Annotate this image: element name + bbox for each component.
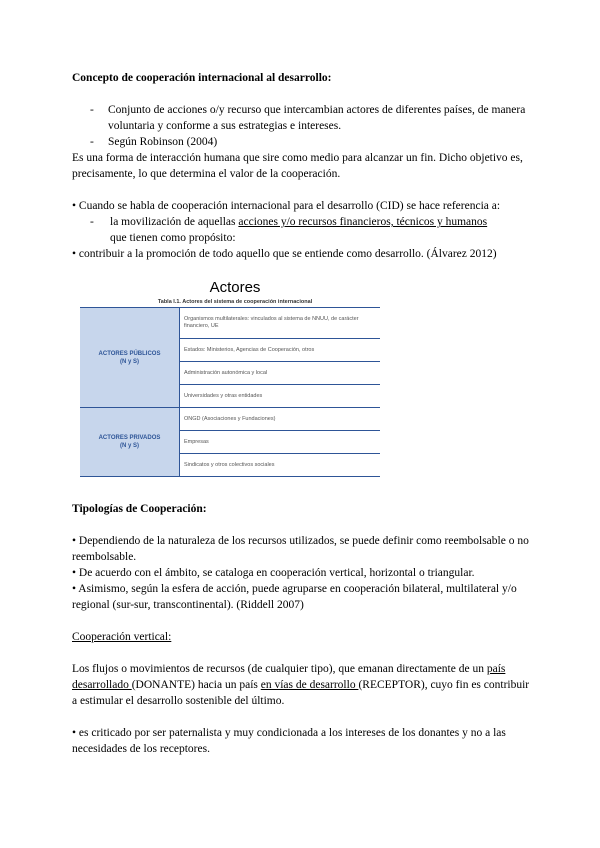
category-sub: (N y S) <box>119 443 139 449</box>
dash-bullet: - <box>90 104 94 116</box>
actors-figure <box>80 298 390 485</box>
dash-bullet: - <box>90 136 94 148</box>
vertical-text: (DONANTE) hacia un país <box>131 679 261 691</box>
list-item <box>72 102 532 134</box>
developing-country-underlined: en vías de desarrollo <box>260 679 359 691</box>
table-cell: Organismos multilaterales: vinculados al sistema de NNUU, de carácter financiero, UE <box>180 308 381 339</box>
cid-end: • contribuir a la promoción de todo aquello que se entiende como desarrollo. (Álvarez 2012) <box>72 248 497 260</box>
table-row <box>80 408 380 431</box>
typology-bullet: • De acuerdo con el ámbito, se cataloga en cooperación vertical, horizontal o triangular. <box>72 567 475 579</box>
category-label: ACTORES PÚBLICOS <box>98 350 161 357</box>
table-caption: Tabla I.1. Actores del sistema de cooperación internacional <box>157 299 313 305</box>
interaction-paragraph: Es una forma de interacción humana que sire como medio para alcanzar un fin. Dicho objetivo es, precisamente, lo que determina el valor de la cooperación. <box>72 152 523 180</box>
figure-footer <box>80 477 390 485</box>
dash-bullet: - <box>90 216 94 228</box>
table-cell: Sindicatos y otros colectivos sociales <box>180 454 381 477</box>
vertical-text: Los flujos o movimientos de recursos (de cualquier tipo), que emanan directamente de un <box>72 663 487 675</box>
figure-title: Actores <box>209 279 261 296</box>
table-cell: ONGD (Asociaciones y Fundaciones) <box>180 408 381 431</box>
table-cell: Universidades y otras entidades <box>180 385 381 408</box>
vertical-text: (RECEPTOR), cuyo fin es contribuir a estimular el desarrollo sostenible del último. <box>72 679 530 707</box>
typology-bullet: • Dependiendo de la naturaleza de los recursos utilizados, se puede definir como reembolsable o no reembolsable. <box>72 535 529 563</box>
cid-intro: • Cuando se habla de cooperación internacional para el desarrollo (CID) se hace referencia a: <box>72 200 501 212</box>
category-sub: (N y S) <box>119 358 139 365</box>
table-cell: Administración autonómica y local <box>180 362 381 385</box>
table-cell: Empresas <box>180 431 381 454</box>
concept-heading: Concepto de cooperación internacional al desarrollo: <box>72 72 332 84</box>
developed-country-underlined: país desarrollado <box>72 663 506 691</box>
list-item-text: Según Robinson (2004) <box>108 136 218 148</box>
critique-bullet: • es criticado por ser paternalista y muy condicionada a los intereses de los donantes y no a las necesidades de los receptores. <box>72 727 506 755</box>
cid-item-continuation: que tienen como propósito: <box>110 232 236 244</box>
vertical-heading: Cooperación vertical: <box>72 631 172 643</box>
actors-table <box>80 307 380 477</box>
cid-item <box>72 214 532 246</box>
typologies-heading: Tipologías de Cooperación: <box>72 503 207 515</box>
cid-resources-underlined: acciones y/o recursos financieros, técnicos y humanos <box>238 216 488 228</box>
table-cell: Estados: Ministerios, Agencias de Cooperación, otros <box>180 339 381 362</box>
typology-bullet: • Asimismo, según la esfera de acción, puede agruparse en cooperación bilateral, multilateral y/o regional (sur-sur, transcontinental). (Riddell 2007) <box>72 583 517 611</box>
cid-item-text: la movilización de aquellas <box>110 216 239 228</box>
vertical-paragraph <box>72 661 532 709</box>
table-row <box>80 308 380 339</box>
list-item-text: Conjunto de acciones o/y recurso que intercambian actores de diferentes países, de manera voluntaria y conforme a sus estrategias e intereses. <box>108 104 526 132</box>
document-page <box>72 70 532 757</box>
list-item <box>72 134 532 150</box>
private-actors-cell <box>80 408 180 477</box>
category-label: ACTORES PRIVADOS <box>98 435 161 441</box>
public-actors-cell <box>80 308 180 408</box>
